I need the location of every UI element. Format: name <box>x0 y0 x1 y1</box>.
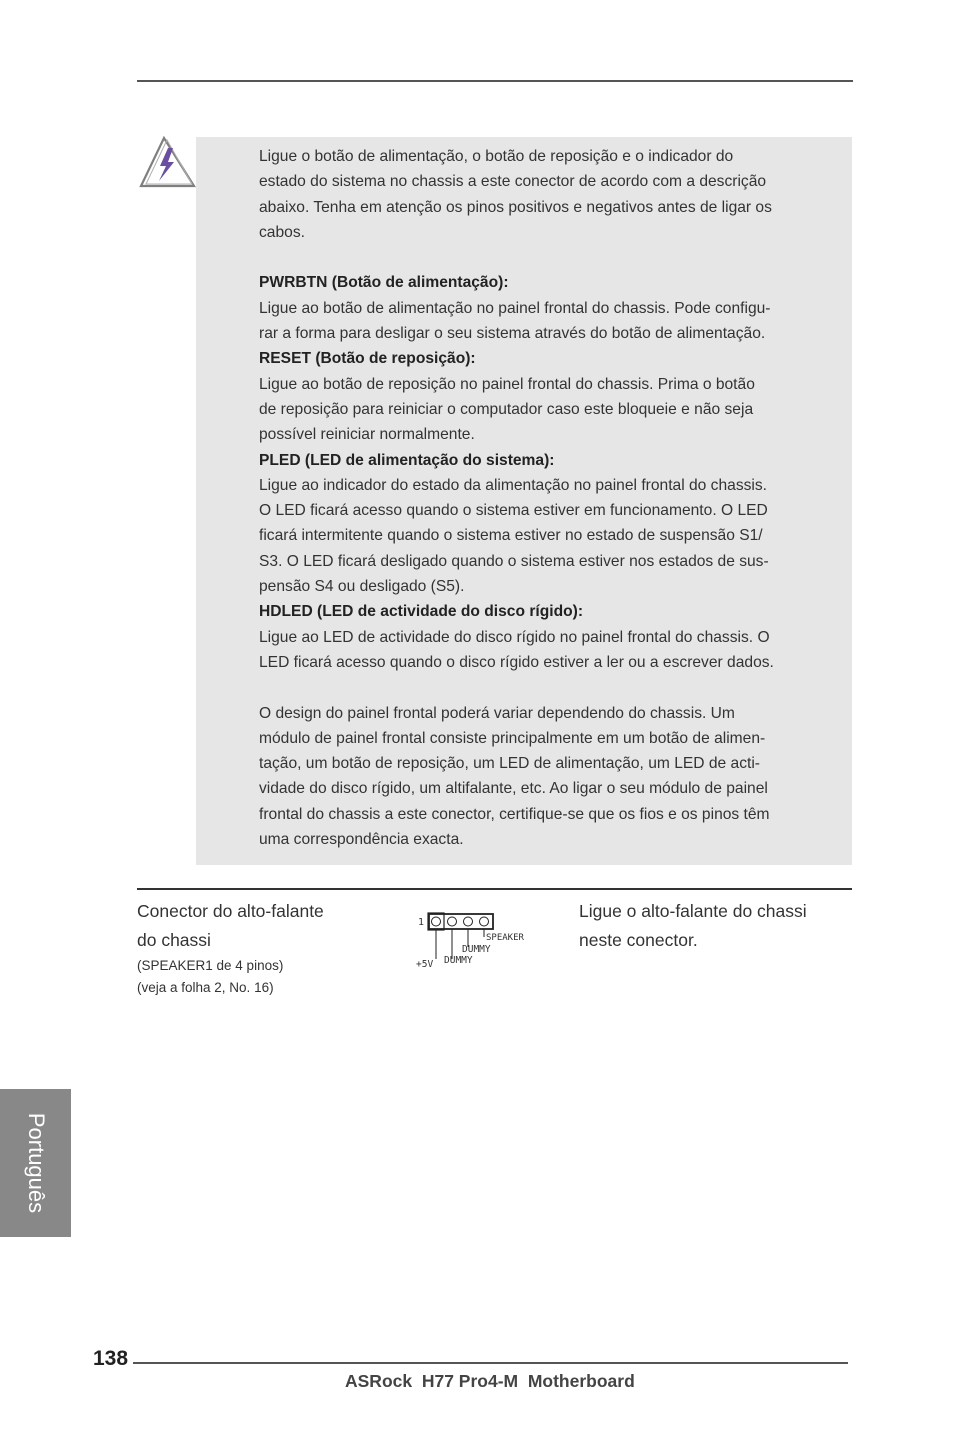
reset-line: Ligue ao botão de reposição no painel frontal do chassis. Prima o botão <box>259 375 755 393</box>
note-intro-line: abaixo. Tenha em atenção os pinos positivos e negativos antes de ligar os <box>259 198 772 216</box>
warning-icon <box>138 134 198 192</box>
top-rule <box>137 80 853 82</box>
note-intro-line: Ligue o botão de alimentação, o botão de reposição e o indicador do <box>259 148 734 165</box>
connector-description <box>579 897 807 955</box>
pled-heading: PLED (LED de alimentação do sistema): <box>259 451 555 469</box>
pwrbtn-line: Ligue ao botão de alimentação no painel frontal do chassis. Pode configu- <box>259 299 771 317</box>
pin1-label: 1 <box>418 917 425 928</box>
pwrbtn-line: rar a forma para desligar o seu sistema através do botão de alimentação. <box>259 325 766 343</box>
pled-line: S3. O LED ficará desligado quando o sistema estiver nos estados de sus- <box>259 552 769 570</box>
hdled-heading: HDLED (LED de actividade do disco rígido): <box>259 603 584 621</box>
note-intro-line: estado do sistema no chassis a este conector de acordo com a descrição <box>259 173 767 191</box>
dummy-label: DUMMY <box>444 955 473 966</box>
connector-sub-line: (SPEAKER1 de 4 pinos) <box>137 958 284 973</box>
language-label: Português <box>23 1112 49 1214</box>
hdled-line: LED ficará acesso quando o disco rígido estiver a ler ou a escrever dados. <box>259 653 774 671</box>
connector-title-line: Conector do alto-falante <box>137 901 324 921</box>
connector-subtitle <box>137 955 283 999</box>
connector-desc-line: neste conector. <box>579 930 698 950</box>
note-text <box>259 144 819 852</box>
plus5v-label: +5V <box>416 959 434 970</box>
page-number: 138 <box>93 1347 129 1370</box>
footer-title: ASRock H77 Pro4-M Motherboard <box>345 1371 635 1391</box>
design-line: tação, um botão de reposição, um LED de alimentação, um LED de acti- <box>259 755 761 773</box>
design-line: vidade do disco rígido, um altifalante, etc. Ao ligar o seu módulo de painel <box>259 780 768 798</box>
design-line: módulo de painel frontal consiste principalmente em um botão de alimen- <box>259 729 766 747</box>
hdled-line: Ligue ao LED de actividade do disco rígido no painel frontal do chassis. O <box>259 628 770 646</box>
pled-line: O LED ficará acesso quando o sistema estiver em funcionamento. O LED <box>259 502 768 520</box>
pled-line: pensão S4 ou desligado (S5). <box>259 578 465 596</box>
connector-title <box>137 897 324 955</box>
dummy-label: DUMMY <box>462 944 491 955</box>
connector-title-line: do chassi <box>137 930 211 950</box>
speaker-label: SPEAKER <box>486 933 524 943</box>
reset-line: de reposição para reiniciar o computador caso este bloqueie e não seja <box>259 400 754 418</box>
design-line: frontal do chassis a este conector, certifique-se que os fios e os pinos têm <box>259 805 770 823</box>
reset-heading: RESET (Botão de reposição): <box>259 350 476 368</box>
note-box <box>196 137 852 865</box>
connector-desc-line: Ligue o alto-falante do chassi <box>579 901 807 921</box>
footer-rule <box>133 1362 848 1364</box>
reset-line: possível reiniciar normalmente. <box>259 426 475 444</box>
pled-line: ficará intermitente quando o sistema estiver no estado de suspensão S1/ <box>259 527 763 545</box>
section-rule <box>137 888 852 890</box>
design-line: O design do painel frontal poderá variar dependendo do chassis. Um <box>259 704 735 722</box>
connector-sub-line: (veja a folha 2, No. 16) <box>137 980 274 995</box>
pwrbtn-heading: PWRBTN (Botão de alimentação): <box>259 274 509 292</box>
speaker-pin-diagram <box>414 907 554 971</box>
language-side-tab <box>0 1089 71 1237</box>
pled-line: Ligue ao indicador do estado da alimentação no painel frontal do chassis. <box>259 476 768 494</box>
note-intro-line: cabos. <box>259 223 305 241</box>
design-line: uma correspondência exacta. <box>259 831 464 849</box>
